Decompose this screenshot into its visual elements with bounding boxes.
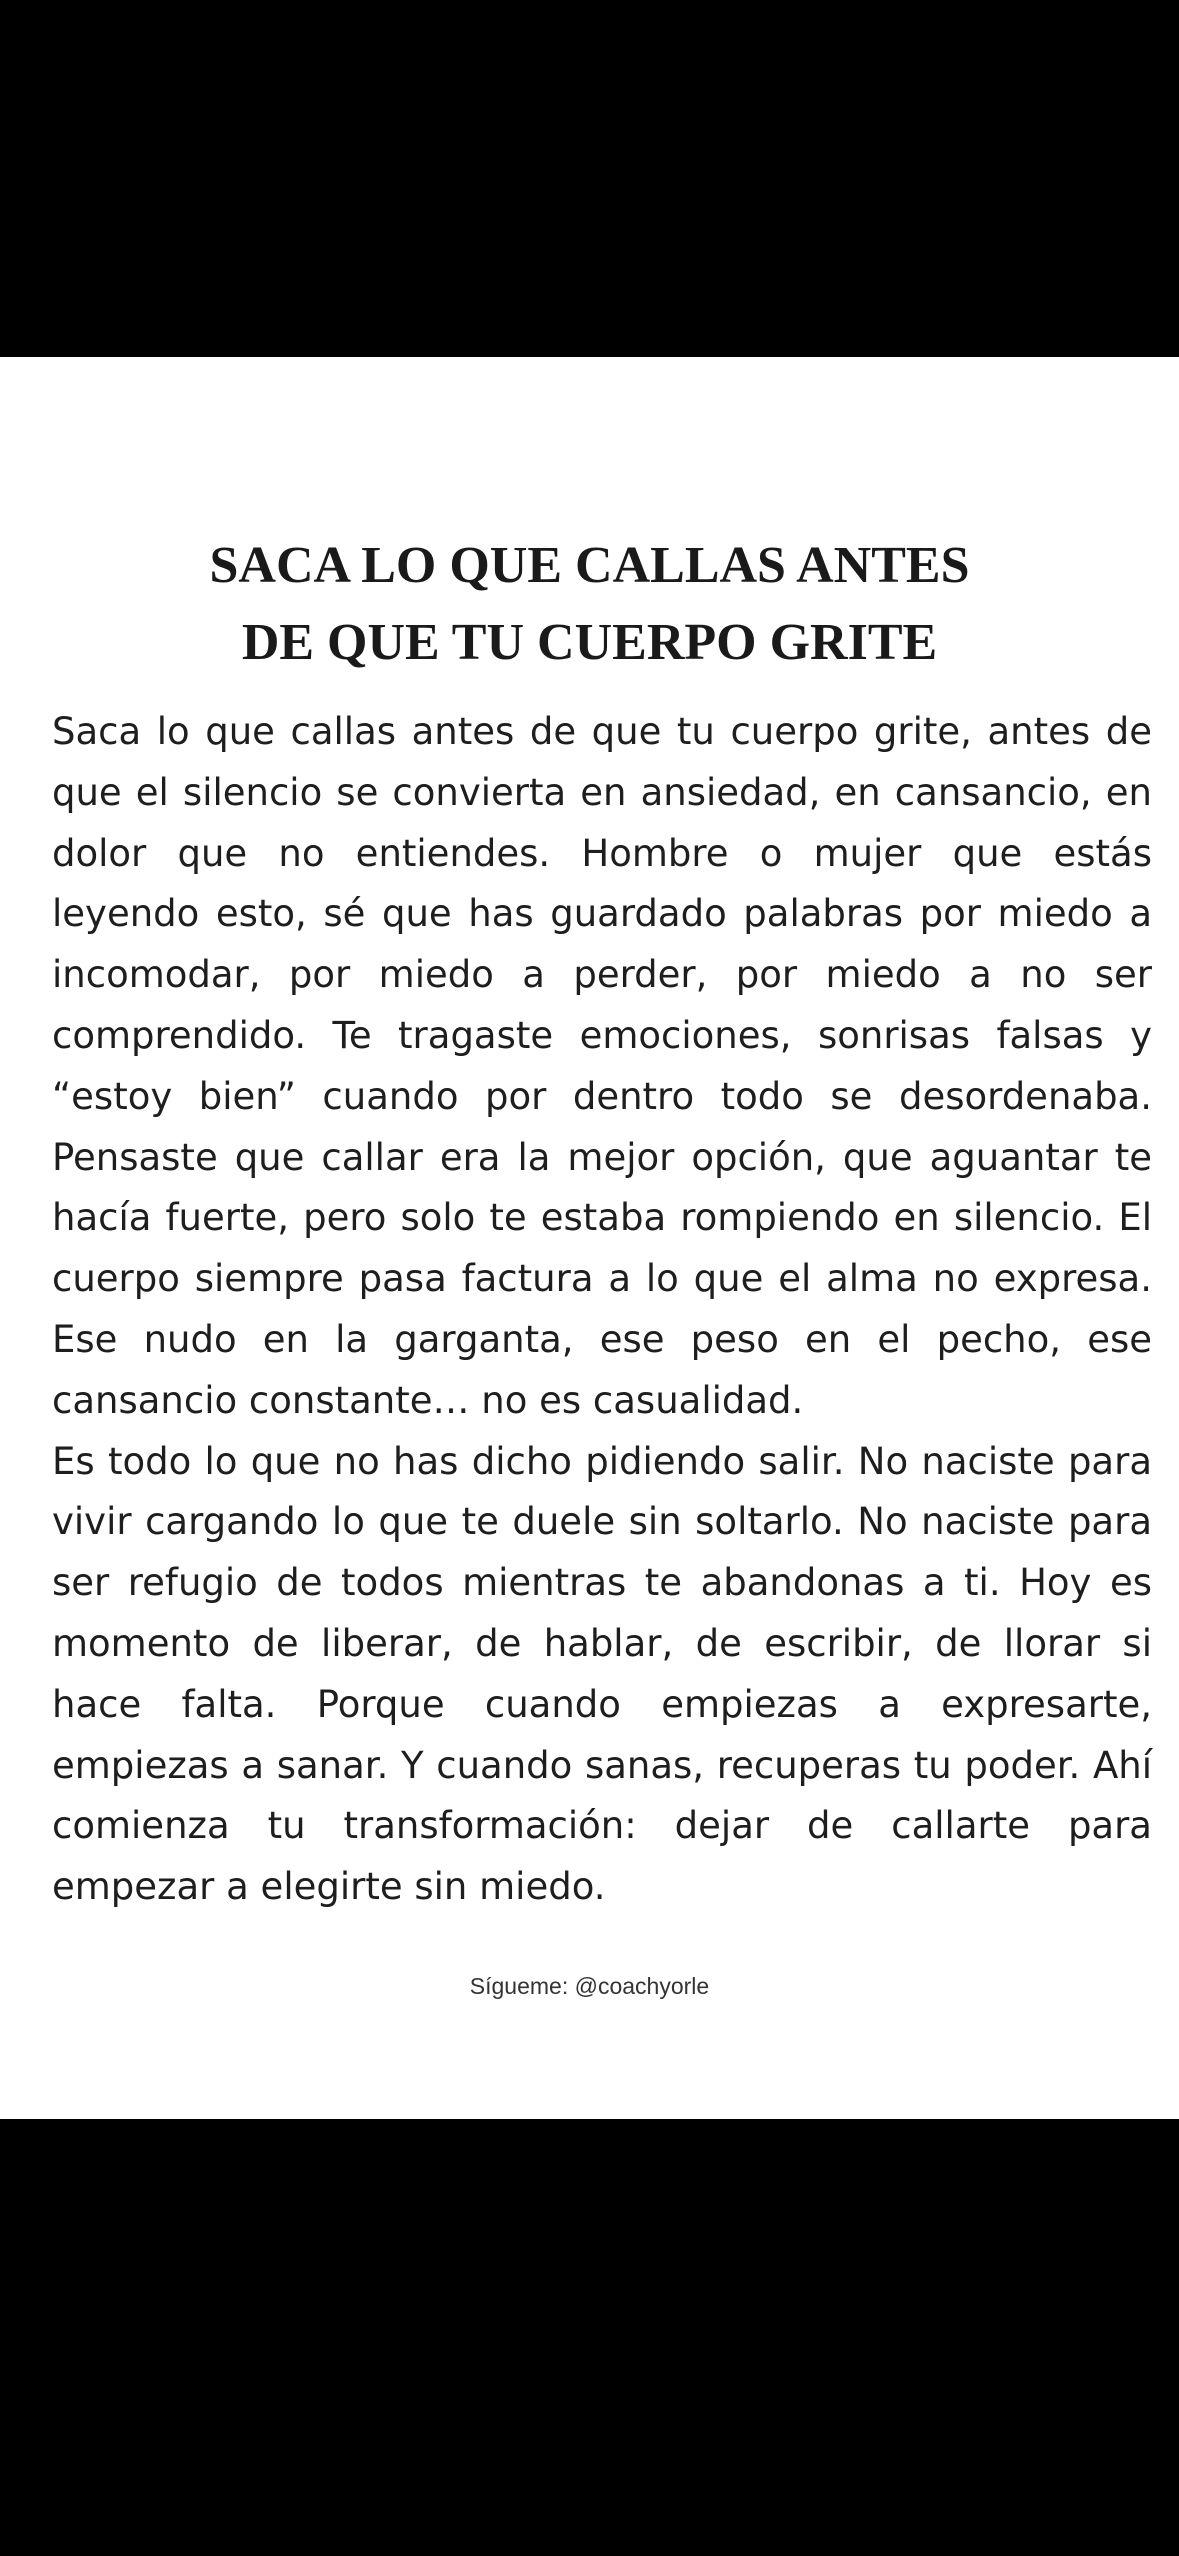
- body-paragraph-2: Es todo lo que no has dicho pidiendo salir. No naciste para vivir cargando lo que te duele sin soltarlo. No naciste para ser refugio de todos mientras te abandonas a ti. Hoy es momento de liberar, de hablar, de escribir, de llorar si hace falta. Porque cuando empiezas a expresarte, empiezas a sanar. Y cuando sanas, recuperas tu poder. Ahí comienza tu transformación: dejar de callarte para empezar a elegirte sin miedo.: [52, 1439, 1152, 1909]
- top-letterbox: [0, 0, 1179, 357]
- title-line-2: DE QUE TU CUERPO GRITE: [241, 614, 938, 671]
- bottom-letterbox: [0, 2119, 1179, 2556]
- post-title: [0, 527, 1179, 681]
- post-body: [52, 702, 1152, 1918]
- follow-handle: Sígueme: @coachyorle: [469, 1973, 710, 1999]
- body-paragraph-1: Saca lo que callas antes de que tu cuerpo grite, antes de que el silencio se convierta en ansiedad, en cansancio, en dolor que no entiendes. Hombre o mujer que estás leyendo esto, sé que has guardado palabras por miedo a incomodar, por miedo a perder, por miedo a no ser comprendido. Te tragaste emociones, sonrisas falsas y “estoy bien” cuando por dentro todo se desordenaba. Pensaste que callar era la mejor opción, que aguantar te hacía fuerte, pero solo te estaba rompiendo en silencio. El cuerpo siempre pasa factura a lo que el alma no expresa. Ese nudo en la garganta, ese peso en el pecho, ese cansancio constante… no es casualidad.: [52, 710, 1152, 1422]
- title-line-1: SACA LO QUE CALLAS ANTES: [209, 537, 970, 594]
- post-image: [0, 357, 1179, 2119]
